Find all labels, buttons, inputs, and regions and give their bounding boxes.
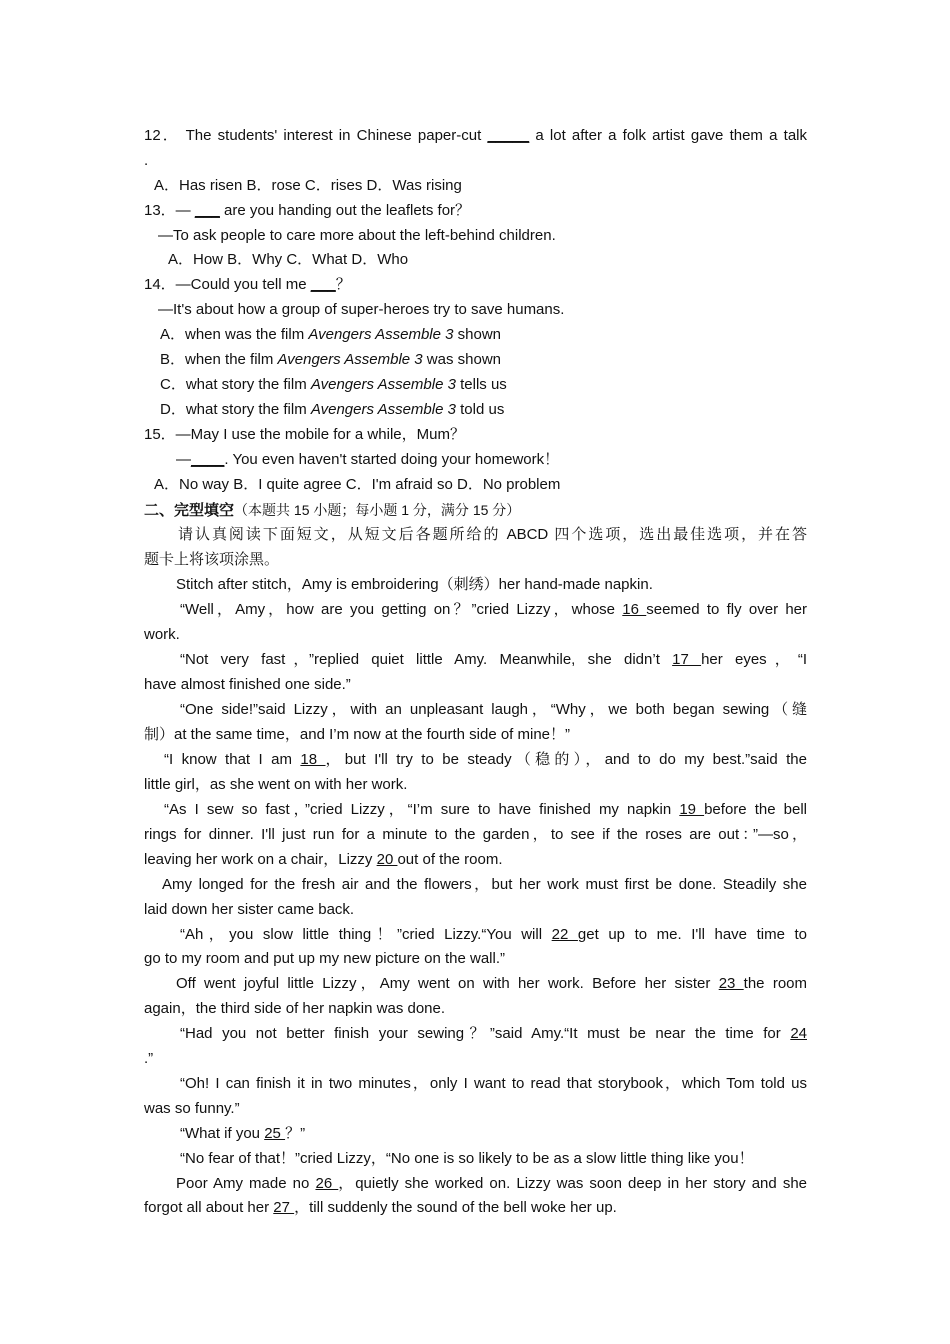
passage-line: Off went joyful little Lizzy，Amy went on with her work. Before her sister 23 the room: [176, 975, 807, 992]
passage-line: again，the third side of her napkin was done.: [144, 1000, 446, 1017]
q15-options: A．No way B．I quite agree C．I'm afraid so D．No problem: [154, 476, 561, 493]
blank-23: 23: [718, 975, 744, 992]
passage-line: “One side!”said Lizzy，with an unpleasant laugh，“Why，we both began sewing（缝: [180, 701, 807, 718]
blank-25: 25: [264, 1125, 286, 1142]
q15-blank: ____: [191, 451, 225, 468]
passage-line: forgot all about her 27 ，till suddenly the sound of the bell woke her up.: [144, 1199, 617, 1216]
q14-option-d: D．what story the film Avengers Assemble 3 told us: [160, 401, 505, 418]
passage-line: “What if you 25 ？”: [180, 1125, 306, 1142]
passage-line: Stitch after stitch，Amy is embroidering（刺绣）her hand-made napkin.: [176, 576, 653, 593]
passage-line: go to my room and put up my new picture on the wall.”: [144, 950, 506, 967]
q14-blank: ___: [310, 276, 336, 293]
blank-18: 18: [300, 751, 326, 768]
passage-line: “As I sew so fast，”cried Lizzy，“I’m sure to have finished my napkin 19 before the bell: [164, 801, 807, 818]
q12-blank: _____: [487, 127, 530, 144]
passage-line: “Not very fast，”replied quiet little Amy. Meanwhile, she didn’t 17 her eyes，“I: [180, 651, 807, 668]
passage-line: was so funny.”: [144, 1100, 240, 1117]
passage-line: “Oh! I can finish it in two minutes，only I want to read that storybook，which Tom told us: [180, 1075, 807, 1092]
passage-line: Poor Amy made no 26 ，quietly she worked on. Lizzy was soon deep in her story and she: [176, 1175, 808, 1192]
q15-stem: 15．—May I use the mobile for a while，Mum？: [144, 426, 465, 443]
q12-stem: 12． The students' interest in Chinese paper-cut _____ a lot after a folk artist gave them a talk: [144, 127, 807, 144]
passage-line: 制）at the same time，and I’m now at the fourth side of mine！”: [144, 726, 571, 743]
instructions: 请认真阅读下面短文，从短文后各题所给的 ABCD 四个选项，选出最佳选项，并在答: [178, 526, 807, 543]
blank-17: 17: [672, 651, 702, 668]
section-heading: 二、完型填空（本题共 15 小题；每小题 1 分，满分 15 分）: [144, 502, 521, 519]
q15-answer-line: —____. You even haven't started doing your homework！: [176, 451, 560, 468]
blank-26: 26: [315, 1175, 339, 1192]
q12-options: A．Has risen B．rose C．rises D．Was rising: [154, 177, 462, 194]
blank-24: 24: [790, 1025, 807, 1042]
passage-line: “Ah，you slow little thing！”cried Lizzy.“You will 22 get up to me. I'll have time to: [180, 926, 808, 943]
q13-stem: 13．— ___ are you handing out the leaflets for？: [144, 202, 471, 219]
q13-blank: ___: [194, 202, 220, 219]
blank-27: 27: [273, 1199, 295, 1216]
blank-19: 19: [679, 801, 705, 818]
passage-line: work.: [144, 626, 180, 643]
q12-stem-end: .: [144, 152, 149, 169]
passage-line: “I know that I am 18 ，but I'll try to be steady（稳的），and to do my best.”said the: [164, 751, 807, 768]
q14-option-c: C．what story the film Avengers Assemble 3 tells us: [160, 376, 507, 393]
passage-line: .”: [144, 1050, 154, 1067]
passage-line: Amy longed for the fresh air and the flowers，but her work must first be done. Steadily she: [162, 876, 807, 893]
blank-16: 16: [622, 601, 647, 618]
instructions-end: 题卡上将该项涂黑。: [144, 551, 280, 568]
passage-line: “Well，Amy，how are you getting on？”cried Lizzy，whose 16 seemed to fly over her: [180, 601, 808, 618]
blank-22: 22: [551, 926, 578, 943]
q14-option-a: A．when was the film Avengers Assemble 3 shown: [160, 326, 501, 343]
q13-options: A．How B．Why C．What D．Who: [168, 251, 409, 268]
q14-answer-line: —It's about how a group of super-heroes try to save humans.: [158, 301, 565, 318]
q14-option-b: B．when the film Avengers Assemble 3 was shown: [160, 351, 501, 368]
passage-line: rings for dinner. I'll just run for a minute to the garden，to see if the roses are out：”—so，: [144, 826, 807, 843]
blank-20: 20: [376, 851, 398, 868]
passage-line: have almost finished one side.”: [144, 676, 351, 693]
q14-stem: 14．—Could you tell me ___？: [144, 276, 351, 293]
passage-line: little girl，as she went on with her work.: [144, 776, 408, 793]
passage-line: leaving her work on a chair，Lizzy 20 out of the room.: [144, 851, 503, 868]
passage-line: laid down her sister came back.: [144, 901, 355, 918]
q13-answer-line: —To ask people to care more about the left-behind children.: [158, 227, 556, 244]
passage-line: “No fear of that！”cried Lizzy，“No one is so likely to be as a slow little thing like you！: [180, 1150, 754, 1167]
passage-line: “Had you not better finish your sewing？”said Amy.“It must be near the time for 24: [180, 1025, 807, 1042]
